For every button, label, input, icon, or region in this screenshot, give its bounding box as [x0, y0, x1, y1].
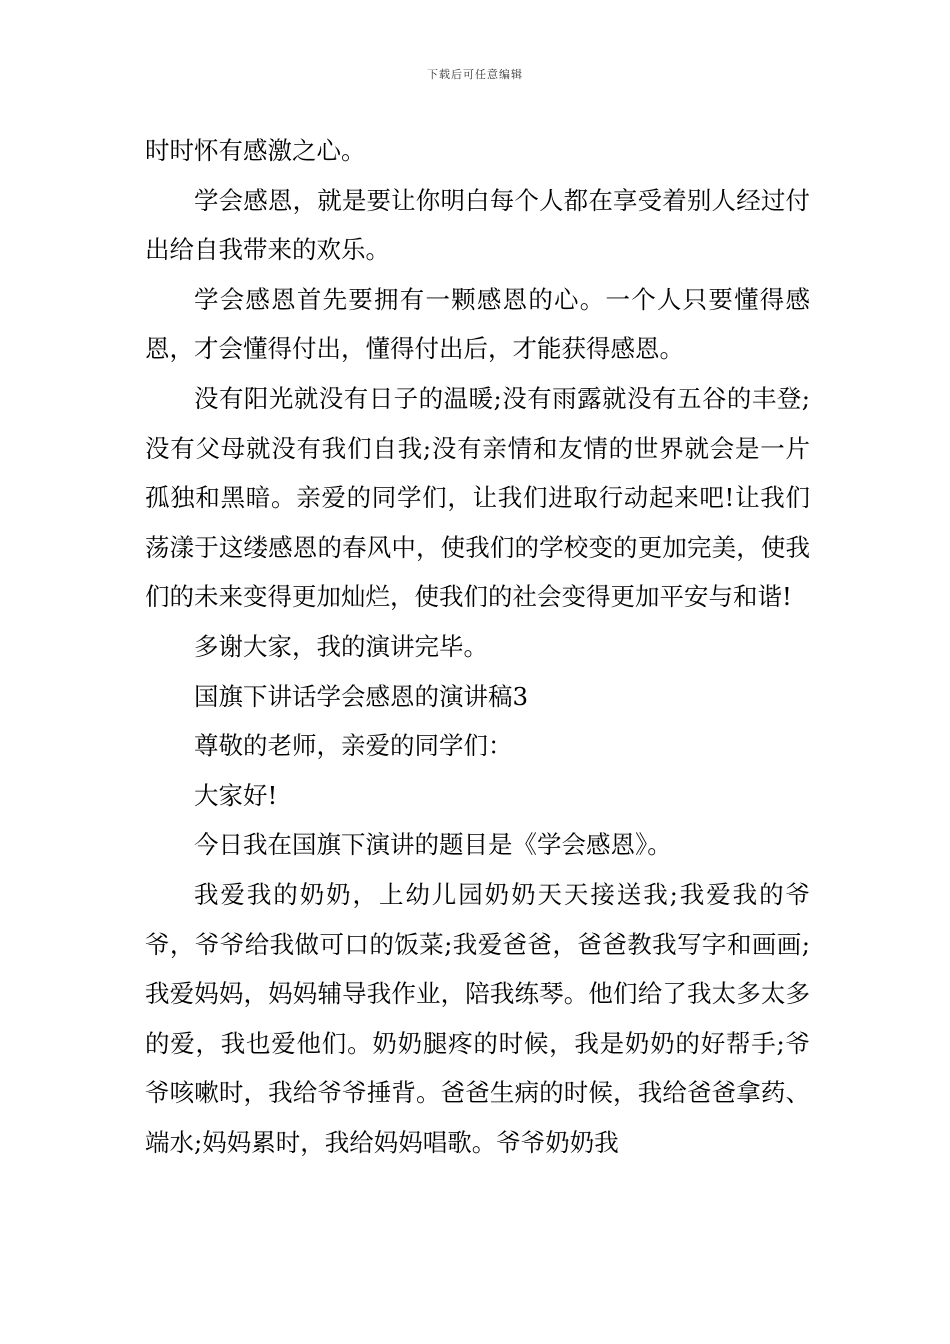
- paragraph-3: 学会感恩首先要拥有一颗感恩的心。一个人只要懂得感恩，才会懂得付出，懂得付出后，才能获得感恩。: [145, 284, 810, 364]
- paragraph-2: 学会感恩，就是要让你明白每个人都在享受着别人经过付出给自我带来的欢乐。: [145, 185, 810, 265]
- section-title: 国旗下讲话学会感恩的演讲稿3: [194, 681, 529, 711]
- paragraph-1: 时时怀有感激之心。: [145, 136, 366, 165]
- document-body: [145, 126, 810, 1167]
- paragraph-5: 多谢大家，我的演讲完毕。: [194, 631, 488, 661]
- greeting: 大家好!: [194, 780, 278, 810]
- salutation: 尊敬的老师，亲爱的同学们：: [194, 731, 513, 761]
- paragraph-4: 没有阳光就没有日子的温暖;没有雨露就没有五谷的丰登;没有父母就没有我们自我;没有亲情和友情的世界就会是一片孤独和黑暗。亲爱的同学们，让我们进取行动起来吧!让我们荡漾于这缕感恩的春风中，使我们的学校变的更加完美，使我们的未来变得更加灿烂，使我们的社会变得更加平安与和谐!: [145, 383, 810, 612]
- header-note: 下载后可任意编辑: [427, 68, 523, 81]
- paragraph-topic: 今日我在国旗下演讲的题目是《学会感恩》。: [194, 830, 672, 860]
- paragraph-family: 我爱我的奶奶，上幼儿园奶奶天天接送我;我爱我的爷爷，爷爷给我做可口的饭菜;我爱爸爸，爸爸教我写字和画画;我爱妈妈，妈妈辅导我作业，陪我练琴。他们给了我太多太多的爱，我也爱他们。奶奶腿疼的时候，我是奶奶的好帮手;爷爷咳嗽时，我给爷爷捶背。爸爸生病的时候，我给爸爸拿药、端水;妈妈累时，我给妈妈唱歌。爷爷奶奶我: [145, 879, 810, 1157]
